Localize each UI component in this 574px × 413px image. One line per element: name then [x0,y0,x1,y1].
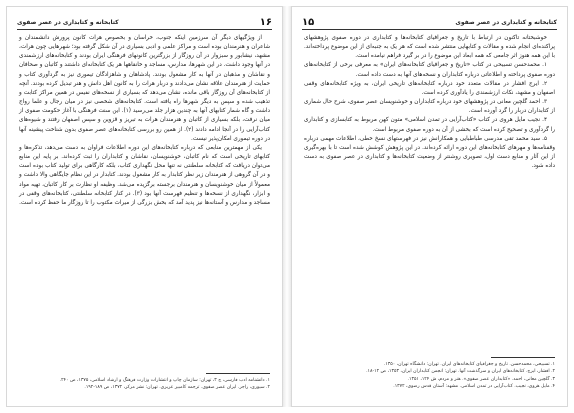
right-footnote-3: ۳. گلچین معانی، احمد. «کتابداران عصر صفوی». هنر و مردم، ش ۱۲۴، ۱۳۵۱. [407,376,555,382]
right-footnote-1: ۱. تسبیحی، محمدحسن. تاریخ و جغرافیای کتابخانه‌های ایران. تهران: دانشگاه تهران، ۱۳۵۰. [383,362,555,367]
right-paragraph-6: ۵. سید محمد تقی مدرسی طباطبایی و همکارانش نیز در فهرستهای نسخ خطی، اطلاعات مهمی درباره وقفنامه‌ها و مهرهای کتابخانه‌های این دوره ارائه کرده‌اند. در این پژوهش کوشش شده است تا با بهره‌گیری از این آثار و منابع دست اول، تصویری روشنتر از وضعیت کتابخانه‌ها و کتابداری در عصر صفوی به دست داده شود. [304,135,555,170]
book-gutter [283,6,291,407]
left-page [6,6,283,407]
right-page-body [304,34,555,171]
right-running-head: کتابخانه و کتابداری در عصر صفوی [455,18,557,26]
right-footnote-2: ۲. افشار، ایرج. کتابخانه‌های ایران و سرگذشت آنها. تهران: انجمن کتابداران ایران، ۱۳۵۳، ص ۱۲-۱۸. [366,369,555,375]
right-page-header [302,15,557,30]
left-footnote-2: ۲. سیوری، راجر. ایران عصر صفوی. ترجمه کامبیز عزیزی. تهران: نشر مرکز، ۱۳۷۲، ص ۱۸۹-۱۹۲. [84,385,270,391]
left-paragraph-1: از ویژگیهای دیگر آن سرزمین اینکه جنوب، خراسان و بخصوص هرات کانون پرورش دانشمندان و شاعران و هنرمندان بوده است و مراکز علمی و ادبی بسیاری در آن شکل گرفته بود؛ شهرهایی چون هرات، مشهد، نیشابور و سبزوار در آن روزگار از بزرگترین کانونهای فرهنگی ایران بودند و کتابخانه‌های ارزشمندی در آنها وجود داشت. در این شهرها، مدارس، مساجد و خانقاهها هر یک کتابخانه‌ای داشتند و کاتبان و صحافان و نقاشان و مذهبان در آنها به کار مشغول بودند. پادشاهان و شاهزادگان تیموری نیز به گردآوری کتاب و حمایت از هنرمندان علاقه نشان می‌دادند و دربار هرات را به کانون اهل دانش و هنر تبدیل کرده بودند. آنچه از کتابخانه‌های آن روزگار باقی مانده، نشان می‌دهد که بسیاری از نسخه‌های نفیس در همین مراکز کتابت و تذهیب شده و سپس به دیگر شهرها راه یافته است. کتابخانه‌های شخصی نیز در میان رجال و علما رواج داشت و گاه شمار کتابهای آنها به چندین هزار جلد می‌رسید (۱). این سنت فرهنگی با آغاز حکومت صفوی از میان نرفت، بلکه بسیاری از کاتبان و هنرمندان هرات به تبریز و قزوین و سپس اصفهان رفتند و شیوه‌های کتاب‌آرایی را در آنجا ادامه دادند (۲). از همین رو بررسی کتابخانه‌های عصر صفوی بدون شناخت پیشینه آنها در دوره تیموری امکان‌پذیر نیست. [19,35,270,142]
left-paragraph-2: یکی از مهمترین منابعی که درباره کتابخانه‌های این دوره اطلاعات فراوان به دست می‌دهد، تذکره‌ها و کتابهای تاریخی است که نام کاتبان، خوشنویسان، نقاشان و کتابداران را ثبت کرده‌اند. بر پایه این منابع می‌توان دریافت که کتابخانه سلطنتی نه تنها محل نگهداری کتاب، بلکه کارگاهی برای تولید کتاب بوده است و در آن گروهی از هنرمندان زیر نظر کتابدار به کار مشغول بودند. کتابدار در این نظام جایگاهی والا داشت و معمولاً از میان خوشنویسان و هنرمندان برجسته برگزیده می‌شد. وظیفه او نظارت بر کار کاتبان، تهیه مواد و ابزار، نگهداری از نسخه‌ها و تنظیم فهرست آنها بود (۳). در کنار کتابخانه سلطنتی، کتابخانه‌های وقفی در مساجد و مدارس و آستانه‌ها نیز پدید آمد که بخش بزرگی از میراث مکتوب را تا روزگار ما حفظ کرده است. [19,144,270,206]
right-paragraph-3: ۲. ایرج افشار در مقالات متعدد خود درباره کتابخانه‌های تاریخی ایران، به ویژه کتابخانه‌های وقفی اصفهان و مشهد، نکات ارزشمندی را یادآوری کرده است. [304,80,555,96]
left-running-head: کتابخانه و کتابداری در عصر صفوی [17,18,119,26]
right-paragraph-4: ۳. احمد گلچین معانی در پژوهشهای خود درباره کتابداران و خوشنویسان عصر صفوی، شرح حال شماری از کتابداران دربار را گرد آورده است. [304,99,555,115]
right-paragraph-2: ۱. محمدحسن تسبیحی در کتاب «تاریخ و جغرافیای کتابخانه‌های ایران» به معرفی برخی از کتابخانه‌های دوره صفوی پرداخته و اطلاعاتی درباره کتابداران و نسخه‌های آنها به دست داده است. [304,62,555,78]
right-footnotes [304,361,555,390]
right-footnote-separator [491,357,555,358]
right-paragraph-5: ۴. نجیب مایل هروی در کتاب «کتاب‌آرایی در تمدن اسلامی» متون کهن مربوط به کتابسازی و کتابداری را گردآوری و تصحیح کرده است که بخشی از آن به دوره صفوی مربوط است. [304,117,555,133]
left-footnote-separator [206,373,270,374]
right-page-number: ۱۵ [302,16,315,28]
left-page-number: ۱۶ [259,16,272,28]
right-footnote-4: ۴. مایل هروی، نجیب. کتاب‌آرایی در تمدن اسلامی. مشهد: آستان قدس رضوی، ۱۳۷۲. [393,383,555,389]
left-page-body [19,34,270,208]
left-page-header [17,15,272,30]
right-paragraph-1: خوشبختانه تاکنون در ارتباط با تاریخ و جغرافیای کتابخانه‌ها و کتابداری در دوره صفوی پژوهشهای پراکنده‌ای انجام شده و مقالات و کتابهایی منتشر شده است که هر یک به جنبه‌ای از این موضوع پرداخته‌اند. با این همه هنوز اثر جامعی که همه ابعاد این موضوع را در بر گیرد فراهم نیامده است. [304,35,555,60]
left-footnotes [19,377,270,392]
left-footnote-1: ۱. دانشنامه ادب فارسی، ج ۳، تهران: سازمان چاپ و انتشارات وزارت فرهنگ و ارشاد اسلامی، ۱۳۷۵، ص ۲۴۰. [59,378,270,383]
right-page [291,6,568,407]
